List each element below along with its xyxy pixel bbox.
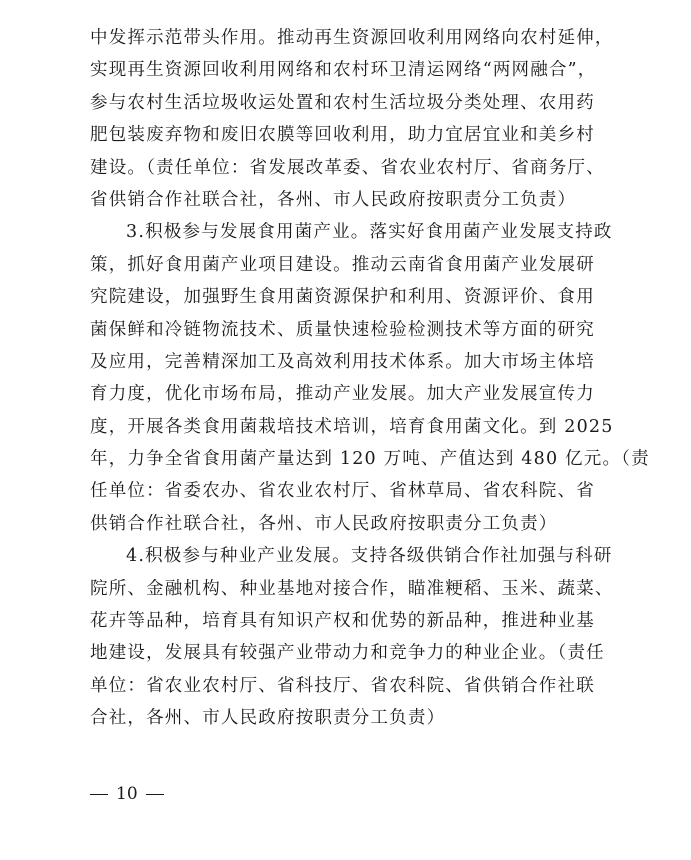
- text-line: 花卉等品种，培育具有知识产权和优势的新品种，推进种业基: [90, 611, 595, 632]
- text-line: 究院建设，加强野生食用菌资源保护和利用、资源评价、食用: [90, 287, 595, 308]
- page-footer: [90, 784, 172, 804]
- footer-dash-right: [146, 794, 164, 795]
- text-line: 及应用，完善精深加工及高效利用技术体系。加大市场主体培: [90, 351, 595, 372]
- responsibility-line: 供销合作社联合社，各州、市人民政府按职责分工负责）: [90, 513, 558, 534]
- section-3-heading: 3.积极参与发展食用菌产业。落实好食用菌产业发展支持政: [126, 222, 613, 243]
- text-line: 育力度，优化市场布局，推动产业发展。加大产业发展宣传力: [90, 384, 595, 405]
- footer-dash-left: [90, 794, 108, 795]
- text-line: 肥包装废弃物和废旧农膜等回收利用，助力宜居宜业和美乡村: [90, 125, 595, 146]
- text-line: 菌保鲜和冷链物流技术、质量快速检验检测技术等方面的研究: [90, 319, 595, 340]
- text-line: 中发挥示范带头作用。推动再生资源回收利用网络向农村延伸，: [90, 28, 614, 48]
- page-number: 10: [116, 784, 138, 804]
- text-line: 地建设，发展具有较强产业带动力和竞争力的种业企业。（责任: [90, 643, 605, 664]
- text-line: 度，开展各类食用菌栽培技术培训，培育食用菌文化。到 2025: [90, 416, 614, 437]
- text-line: 年，力争全省食用菌产量达到 120 万吨、产值达到 480 亿元。（责: [90, 449, 650, 470]
- text-line: 院所、金融机构、种业基地对接合作，瞄准粳稻、玉米、蔬菜、: [90, 578, 614, 599]
- section-4-heading: 4.积极参与种业产业发展。支持各级供销合作社加强与科研: [126, 546, 613, 567]
- responsibility-line: 单位：省农业农村厅、省科技厅、省农科院、省供销合作社联: [90, 675, 595, 696]
- text-line: 实现再生资源回收利用网络和农村环卫清运网络“两网融合”，: [90, 60, 597, 81]
- responsibility-line: 省供销合作社联合社，各州、市人民政府按职责分工负责）: [90, 189, 577, 210]
- body-text: [90, 22, 650, 735]
- responsibility-line: 任单位：省委农办、省农业农村厅、省林草局、省农科院、省: [90, 481, 595, 502]
- text-line: 建设。（责任单位：省发展改革委、省农业农村厅、省商务厅、: [90, 157, 605, 178]
- text-line: 策，抓好食用菌产业项目建设。推动云南省食用菌产业发展研: [90, 254, 595, 275]
- responsibility-line: 合社，各州、市人民政府按职责分工负责）: [90, 708, 446, 729]
- text-line: 参与农村生活垃圾收运处置和农村生活垃圾分类处理、农用药: [90, 92, 595, 113]
